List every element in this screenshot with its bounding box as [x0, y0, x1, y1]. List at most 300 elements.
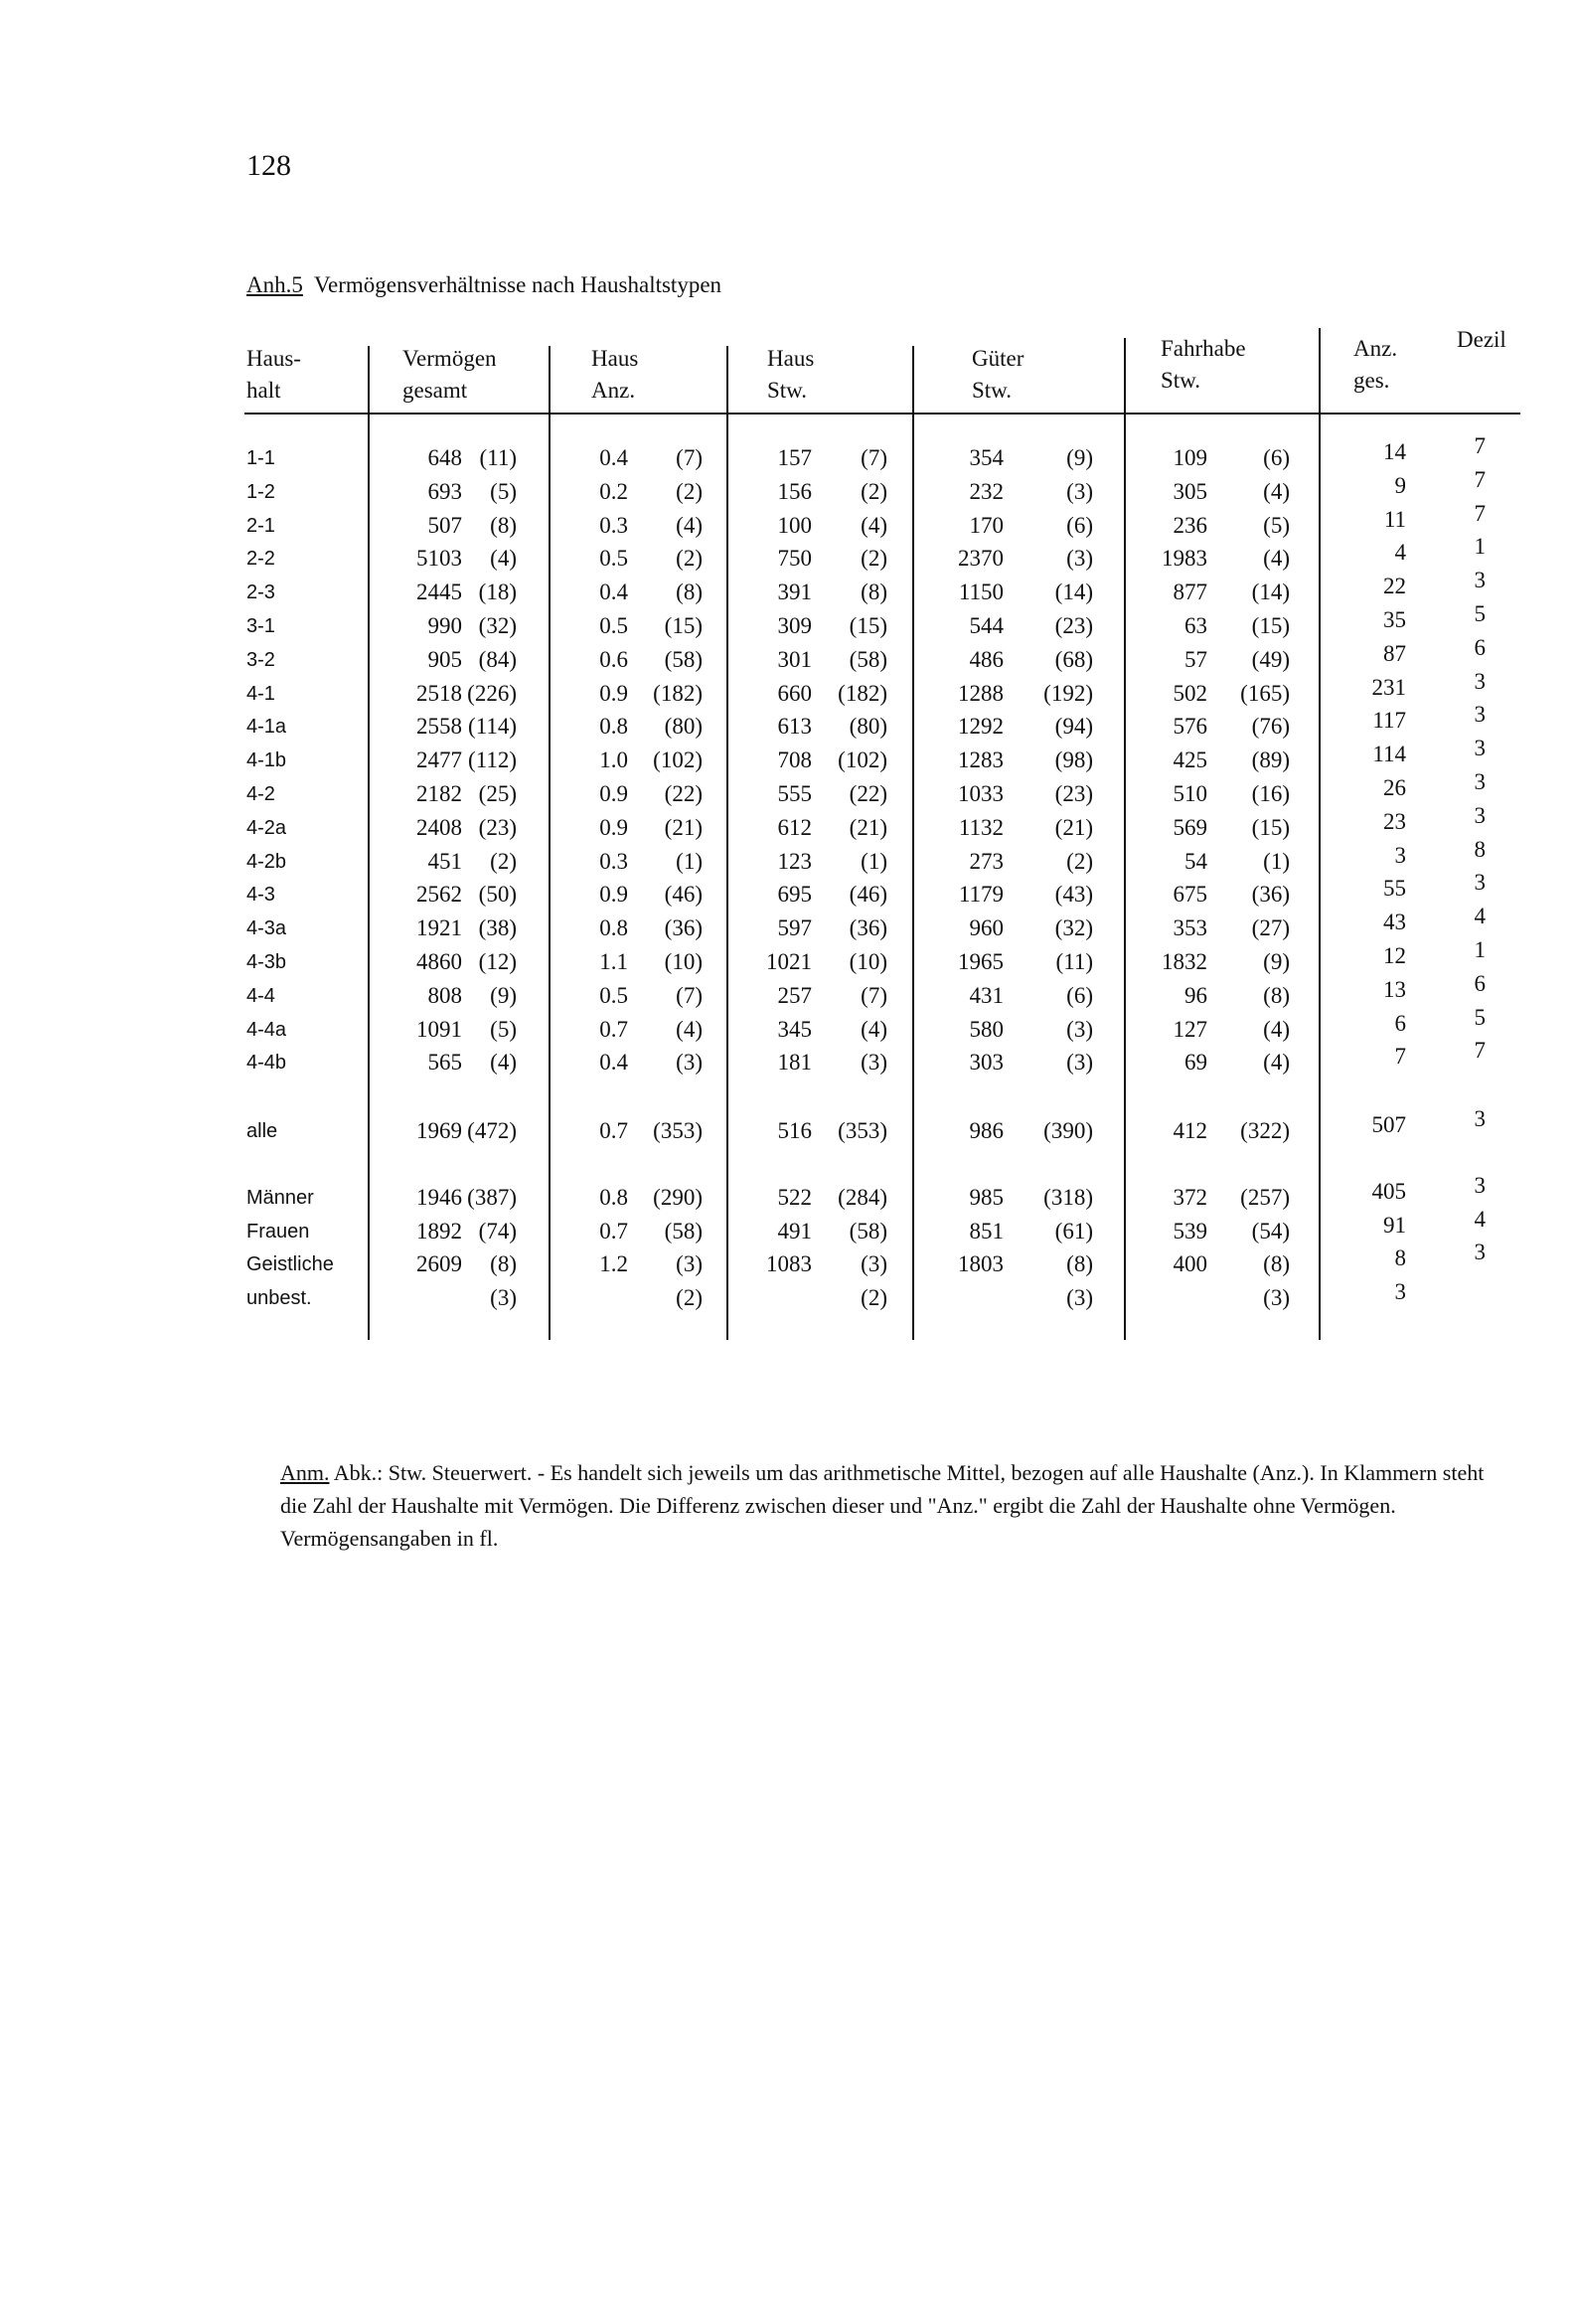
gueter-value: 486: [969, 646, 1004, 672]
haus-stw-value: 100: [777, 512, 812, 538]
anz-value: 87: [1383, 640, 1406, 666]
fahrhabe-value: 69: [1184, 1050, 1207, 1076]
fahrhabe-value: 54: [1184, 848, 1207, 874]
header-dezil: Dezil: [1457, 327, 1506, 352]
haus-stw-count: (4): [861, 512, 887, 538]
haus-stw-value: 660: [777, 680, 812, 706]
fahrhabe-count: (4): [1263, 546, 1290, 572]
gueter-value: 273: [969, 848, 1004, 874]
dezil-value: 3: [1474, 1240, 1486, 1264]
haus-stw-count: (1): [861, 848, 887, 874]
haus-anz-count: (2): [676, 478, 703, 504]
row-label: 4-1a: [246, 716, 287, 739]
haus-anz-value: 0.9: [599, 814, 628, 840]
anz-value: 507: [1371, 1112, 1406, 1137]
row-label: 4-3a: [246, 917, 287, 940]
gueter-value: 986: [969, 1118, 1004, 1143]
haus-stw-count: (2): [861, 478, 887, 504]
fahrhabe-count: (3): [1263, 1284, 1290, 1310]
vermoegen-value: 905: [427, 646, 462, 672]
haus-anz-value: 0.2: [599, 478, 628, 504]
row-label: 2-3: [246, 581, 275, 604]
haus-anz-value: 0.8: [599, 915, 628, 941]
gueter-count: (14): [1054, 580, 1093, 605]
vermoegen-count: (387): [467, 1185, 517, 1210]
gueter-value: 1179: [958, 882, 1004, 908]
fahrhabe-value: 539: [1173, 1218, 1207, 1244]
gueter-count: (61): [1054, 1218, 1093, 1244]
dezil-value: 3: [1474, 769, 1486, 794]
haus-stw-count: (10): [849, 949, 887, 974]
haus-anz-count: (182): [653, 680, 703, 706]
vermoegen-count: (472): [467, 1118, 517, 1143]
fahrhabe-value: 510: [1173, 781, 1207, 806]
vermoegen-count: (11): [479, 445, 517, 470]
vermoegen-value: 2445: [416, 580, 462, 605]
haus-anz-value: 0.3: [599, 848, 628, 874]
haus-anz-count: (353): [653, 1118, 703, 1143]
column-separator: [1319, 328, 1321, 1340]
haus-stw-count: (182): [838, 680, 887, 706]
gueter-value: 170: [969, 512, 1004, 538]
row-label: 4-2b: [246, 850, 287, 873]
vermoegen-value: 2562: [416, 882, 462, 908]
row-label: 4-4b: [246, 1052, 287, 1075]
haus-anz-count: (3): [676, 1251, 703, 1276]
fahrhabe-count: (5): [1263, 512, 1290, 538]
anz-value: 117: [1372, 708, 1406, 734]
vermoegen-value: 808: [427, 982, 462, 1008]
vermoegen-count: (5): [490, 478, 517, 504]
vermoegen-count: (2): [490, 848, 517, 874]
haus-anz-count: (4): [676, 512, 703, 538]
haus-stw-count: (2): [861, 546, 887, 572]
note-label: Anm.: [280, 1460, 330, 1485]
fahrhabe-count: (15): [1251, 814, 1290, 840]
haus-stw-count: (21): [849, 814, 887, 840]
row-label: 4-3: [246, 884, 275, 907]
vermoegen-count: (4): [490, 546, 517, 572]
row-label: 1-1: [246, 447, 275, 469]
haus-anz-count: (15): [664, 613, 703, 638]
vermoegen-count: (8): [490, 512, 517, 538]
gueter-count: (68): [1054, 646, 1093, 672]
anz-value: 91: [1383, 1212, 1406, 1238]
gueter-value: 851: [969, 1218, 1004, 1244]
fahrhabe-count: (257): [1240, 1185, 1290, 1210]
gueter-count: (94): [1054, 714, 1093, 740]
gueter-value: 1150: [958, 580, 1004, 605]
fahrhabe-count: (6): [1263, 445, 1290, 470]
vermoegen-value: 1892: [416, 1218, 462, 1244]
haus-stw-count: (22): [849, 781, 887, 806]
gueter-count: (8): [1066, 1251, 1093, 1276]
haus-stw-count: (15): [849, 613, 887, 638]
row-label: alle: [246, 1120, 278, 1142]
row-label: 2-2: [246, 548, 275, 571]
fahrhabe-value: 877: [1173, 580, 1207, 605]
header-haus-anz: Haus Anz.: [591, 346, 639, 403]
fahrhabe-count: (4): [1263, 478, 1290, 504]
gueter-value: 1965: [958, 949, 1004, 974]
header-rule: [244, 413, 1520, 415]
dezil-value: 3: [1474, 802, 1486, 828]
vermoegen-count: (50): [478, 882, 517, 908]
gueter-value: 2370: [958, 546, 1004, 572]
dezil-value: 5: [1474, 601, 1486, 626]
vermoegen-value: 990: [427, 613, 462, 638]
haus-stw-count: (102): [838, 747, 887, 773]
haus-stw-count: (353): [838, 1118, 887, 1143]
row-label: 4-4a: [246, 1018, 287, 1041]
vermoegen-count: (114): [468, 714, 517, 740]
gueter-value: 544: [969, 613, 1004, 638]
haus-anz-count: (8): [676, 580, 703, 605]
haus-stw-count: (7): [861, 445, 887, 470]
vermoegen-count: (9): [490, 982, 517, 1008]
haus-stw-count: (80): [849, 714, 887, 740]
dezil-value: 3: [1474, 568, 1486, 593]
haus-anz-value: 1.1: [599, 949, 628, 974]
haus-stw-value: 301: [777, 646, 812, 672]
haus-anz-value: 1.2: [599, 1251, 628, 1276]
haus-stw-count: (46): [849, 882, 887, 908]
fahrhabe-count: (76): [1251, 714, 1290, 740]
vermoegen-value: 693: [427, 478, 462, 504]
haus-anz-count: (3): [676, 1050, 703, 1076]
column-separator: [549, 346, 551, 1340]
haus-stw-count: (36): [849, 915, 887, 941]
fahrhabe-count: (165): [1240, 680, 1290, 706]
row-label: 4-2a: [246, 816, 287, 839]
haus-stw-value: 522: [777, 1185, 812, 1210]
dezil-value: 3: [1474, 702, 1486, 728]
haus-stw-count: (3): [861, 1050, 887, 1076]
vermoegen-value: 2182: [416, 781, 462, 806]
haus-anz-value: 0.5: [599, 982, 628, 1008]
gueter-value: 1283: [958, 747, 1004, 773]
vermoegen-value: 2609: [416, 1251, 462, 1276]
haus-stw-value: 309: [777, 613, 812, 638]
haus-anz-count: (2): [676, 546, 703, 572]
note-text: Abk.: Stw. Steuerwert. - Es handelt sich jeweils um das arithmetische Mittel, bezogen auf alle Haushalte (Anz.). In Klammern steht die Zahl der Haushalte mit Vermögen. Die Differenz zwischen dieser und "Anz." ergibt die Zahl der Haushalte ohne Vermögen. Vermögensangaben in fl.: [280, 1460, 1485, 1551]
haus-stw-count: (7): [861, 982, 887, 1008]
vermoegen-value: 648: [427, 445, 462, 470]
anz-value: 114: [1372, 742, 1406, 767]
vermoegen-value: 1969: [416, 1118, 462, 1143]
fahrhabe-value: 57: [1184, 646, 1207, 672]
haus-anz-count: (22): [664, 781, 703, 806]
dezil-value: 3: [1474, 736, 1486, 761]
table-caption: [246, 272, 721, 298]
dezil-value: 6: [1474, 634, 1486, 660]
haus-stw-value: 612: [777, 814, 812, 840]
row-label: 4-2: [246, 783, 275, 805]
vermoegen-count: (25): [478, 781, 517, 806]
dezil-value: 5: [1474, 1004, 1486, 1030]
fahrhabe-value: 1983: [1162, 546, 1207, 572]
anz-value: 12: [1383, 943, 1406, 968]
haus-stw-value: 156: [777, 478, 812, 504]
haus-stw-value: 491: [777, 1218, 812, 1244]
haus-stw-value: 516: [777, 1118, 812, 1143]
haus-stw-value: 345: [777, 1016, 812, 1042]
haus-anz-value: 0.7: [599, 1118, 628, 1143]
haus-anz-value: 0.8: [599, 1185, 628, 1210]
haus-stw-value: 1083: [766, 1251, 812, 1276]
fahrhabe-count: (4): [1263, 1050, 1290, 1076]
fahrhabe-count: (14): [1251, 580, 1290, 605]
gueter-value: 985: [969, 1185, 1004, 1210]
anz-value: 9: [1394, 472, 1406, 498]
vermoegen-value: 1091: [416, 1016, 462, 1042]
gueter-count: (318): [1043, 1185, 1093, 1210]
fahrhabe-count: (8): [1263, 982, 1290, 1008]
haus-anz-value: 0.9: [599, 680, 628, 706]
header-fahrhabe: Fahrhabe Stw.: [1161, 336, 1246, 393]
haus-anz-count: (36): [664, 915, 703, 941]
vermoegen-count: (3): [490, 1284, 517, 1310]
fahrhabe-value: 675: [1173, 882, 1207, 908]
row-label: 3-2: [246, 648, 275, 671]
anz-value: 43: [1383, 910, 1406, 935]
fahrhabe-count: (1): [1263, 848, 1290, 874]
dezil-value: 1: [1474, 937, 1486, 962]
vermoegen-count: (12): [478, 949, 517, 974]
vermoegen-count: (84): [478, 646, 517, 672]
anz-value: 14: [1383, 439, 1406, 464]
gueter-count: (3): [1066, 1016, 1093, 1042]
fahrhabe-value: 412: [1173, 1118, 1207, 1143]
anz-value: 23: [1383, 808, 1406, 834]
fahrhabe-value: 236: [1173, 512, 1207, 538]
gueter-value: 354: [969, 445, 1004, 470]
anz-value: 35: [1383, 607, 1406, 632]
haus-anz-count: (21): [664, 814, 703, 840]
haus-stw-value: 181: [777, 1050, 812, 1076]
haus-stw-value: 123: [777, 848, 812, 874]
dezil-value: 8: [1474, 836, 1486, 862]
vermoegen-value: 5103: [416, 546, 462, 572]
fahrhabe-count: (322): [1240, 1118, 1290, 1143]
haus-anz-count: (4): [676, 1016, 703, 1042]
vermoegen-value: 1946: [416, 1185, 462, 1210]
haus-stw-value: 613: [777, 714, 812, 740]
fahrhabe-value: 96: [1184, 982, 1207, 1008]
anz-value: 8: [1394, 1245, 1406, 1270]
fahrhabe-count: (16): [1251, 781, 1290, 806]
haus-stw-value: 750: [777, 546, 812, 572]
haus-anz-value: 0.5: [599, 546, 628, 572]
anz-value: 11: [1383, 506, 1406, 532]
fahrhabe-count: (89): [1251, 747, 1290, 773]
gueter-count: (3): [1066, 546, 1093, 572]
gueter-count: (23): [1054, 781, 1093, 806]
haus-stw-value: 708: [777, 747, 812, 773]
gueter-value: 1132: [958, 814, 1004, 840]
header-vermoegen: Vermögen gesamt: [402, 346, 497, 403]
haus-stw-count: (2): [861, 1284, 887, 1310]
anz-value: 6: [1394, 1010, 1406, 1036]
vermoegen-count: (74): [478, 1218, 517, 1244]
gueter-count: (23): [1054, 613, 1093, 638]
haus-stw-value: 555: [777, 781, 812, 806]
haus-anz-count: (46): [664, 882, 703, 908]
fahrhabe-count: (8): [1263, 1251, 1290, 1276]
dezil-value: 3: [1474, 1173, 1486, 1198]
gueter-value: 580: [969, 1016, 1004, 1042]
row-label: 4-3b: [246, 951, 287, 973]
vermoegen-value: 4860: [416, 949, 462, 974]
gueter-count: (390): [1043, 1118, 1093, 1143]
haus-stw-value: 257: [777, 982, 812, 1008]
row-label: Geistliche: [246, 1253, 334, 1275]
haus-anz-value: 0.4: [599, 580, 628, 605]
haus-stw-count: (3): [861, 1251, 887, 1276]
fahrhabe-value: 63: [1184, 613, 1207, 638]
row-label: 3-1: [246, 615, 275, 637]
dezil-value: 7: [1474, 1038, 1486, 1064]
dezil-value: 4: [1474, 904, 1486, 929]
anz-value: 4: [1394, 540, 1406, 566]
gueter-count: (192): [1043, 680, 1093, 706]
dezil-value: 7: [1474, 433, 1486, 458]
fahrhabe-value: 127: [1173, 1016, 1207, 1042]
gueter-value: 431: [969, 982, 1004, 1008]
haus-anz-value: 0.7: [599, 1218, 628, 1244]
anz-value: 405: [1371, 1179, 1406, 1204]
dezil-value: 7: [1474, 500, 1486, 526]
gueter-value: 303: [969, 1050, 1004, 1076]
gueter-count: (6): [1066, 982, 1093, 1008]
haus-stw-count: (284): [838, 1185, 887, 1210]
haus-anz-value: 0.3: [599, 512, 628, 538]
vermoegen-value: 2477: [416, 747, 462, 773]
vermoegen-count: (18): [478, 580, 517, 605]
haus-anz-count: (7): [676, 445, 703, 470]
dezil-value: 1: [1474, 534, 1486, 560]
vermoegen-count: (32): [478, 613, 517, 638]
haus-stw-value: 597: [777, 915, 812, 941]
gueter-count: (3): [1066, 478, 1093, 504]
haus-anz-value: 1.0: [599, 747, 628, 773]
vermoegen-count: (4): [490, 1050, 517, 1076]
fahrhabe-count: (27): [1251, 915, 1290, 941]
row-label: Frauen: [246, 1220, 310, 1243]
gueter-count: (2): [1066, 848, 1093, 874]
fahrhabe-value: 305: [1173, 478, 1207, 504]
gueter-count: (21): [1054, 814, 1093, 840]
gueter-value: 1033: [958, 781, 1004, 806]
gueter-value: 1803: [958, 1251, 1004, 1276]
anz-value: 13: [1383, 976, 1406, 1002]
fahrhabe-value: 400: [1173, 1251, 1207, 1276]
dezil-value: 7: [1474, 466, 1486, 492]
caption-label: Anh.5: [246, 272, 303, 297]
haus-anz-value: 0.4: [599, 445, 628, 470]
row-label: 4-1: [246, 682, 275, 705]
anz-value: 26: [1383, 775, 1406, 800]
haus-stw-count: (58): [849, 646, 887, 672]
fahrhabe-value: 569: [1173, 814, 1207, 840]
row-label: 4-1b: [246, 749, 287, 772]
vermoegen-count: (5): [490, 1016, 517, 1042]
fahrhabe-value: 425: [1173, 747, 1207, 773]
haus-anz-count: (2): [676, 1284, 703, 1310]
gueter-count: (6): [1066, 512, 1093, 538]
header-anz: Anz. ges.: [1353, 336, 1398, 393]
haus-anz-count: (58): [664, 1218, 703, 1244]
header-gueter: Güter Stw.: [972, 346, 1025, 403]
vermoegen-count: (112): [468, 747, 517, 773]
fahrhabe-count: (54): [1251, 1218, 1290, 1244]
haus-stw-value: 157: [777, 445, 812, 470]
haus-anz-count: (102): [653, 747, 703, 773]
table-note: [280, 1456, 1493, 1555]
gueter-count: (3): [1066, 1050, 1093, 1076]
haus-stw-value: 1021: [766, 949, 812, 974]
anz-value: 3: [1394, 842, 1406, 868]
haus-anz-count: (290): [653, 1185, 703, 1210]
page-number: 128: [246, 149, 291, 182]
gueter-count: (3): [1066, 1284, 1093, 1310]
haus-anz-value: 0.6: [599, 646, 628, 672]
fahrhabe-value: 372: [1173, 1185, 1207, 1210]
haus-anz-count: (58): [664, 646, 703, 672]
fahrhabe-count: (36): [1251, 882, 1290, 908]
gueter-value: 232: [969, 478, 1004, 504]
gueter-count: (32): [1054, 915, 1093, 941]
haus-anz-value: 0.5: [599, 613, 628, 638]
haus-anz-value: 0.8: [599, 714, 628, 740]
anz-value: 7: [1394, 1044, 1406, 1070]
anz-value: 231: [1371, 674, 1406, 700]
row-label: 1-2: [246, 480, 275, 503]
row-label: unbest.: [246, 1286, 312, 1309]
vermoegen-value: 451: [427, 848, 462, 874]
haus-stw-value: 391: [777, 580, 812, 605]
vermoegen-value: 2518: [416, 680, 462, 706]
gueter-value: 960: [969, 915, 1004, 941]
gueter-value: 1292: [958, 714, 1004, 740]
anz-value: 55: [1383, 876, 1406, 902]
vermoegen-value: 2558: [416, 714, 462, 740]
gueter-count: (11): [1055, 949, 1093, 974]
header-haushalt: Haus- halt: [246, 346, 301, 403]
vermoegen-count: (226): [467, 680, 517, 706]
haus-anz-count: (80): [664, 714, 703, 740]
vermoegen-value: 1921: [416, 915, 462, 941]
anz-value: 3: [1394, 1278, 1406, 1304]
fahrhabe-value: 353: [1173, 915, 1207, 941]
fahrhabe-value: 502: [1173, 680, 1207, 706]
fahrhabe-count: (9): [1263, 949, 1290, 974]
vermoegen-count: (38): [478, 915, 517, 941]
row-label: Männer: [246, 1187, 314, 1209]
gueter-value: 1288: [958, 680, 1004, 706]
vermoegen-value: 2408: [416, 814, 462, 840]
dezil-value: 3: [1474, 870, 1486, 896]
haus-stw-value: 695: [777, 882, 812, 908]
anz-value: 22: [1383, 574, 1406, 599]
fahrhabe-value: 1832: [1162, 949, 1207, 974]
haus-anz-value: 0.4: [599, 1050, 628, 1076]
vermoegen-count: (23): [478, 814, 517, 840]
dezil-value: 4: [1474, 1206, 1486, 1232]
haus-anz-value: 0.9: [599, 781, 628, 806]
caption-title: Vermögensverhältnisse nach Haushaltstypen: [313, 272, 722, 297]
fahrhabe-value: 109: [1173, 445, 1207, 470]
